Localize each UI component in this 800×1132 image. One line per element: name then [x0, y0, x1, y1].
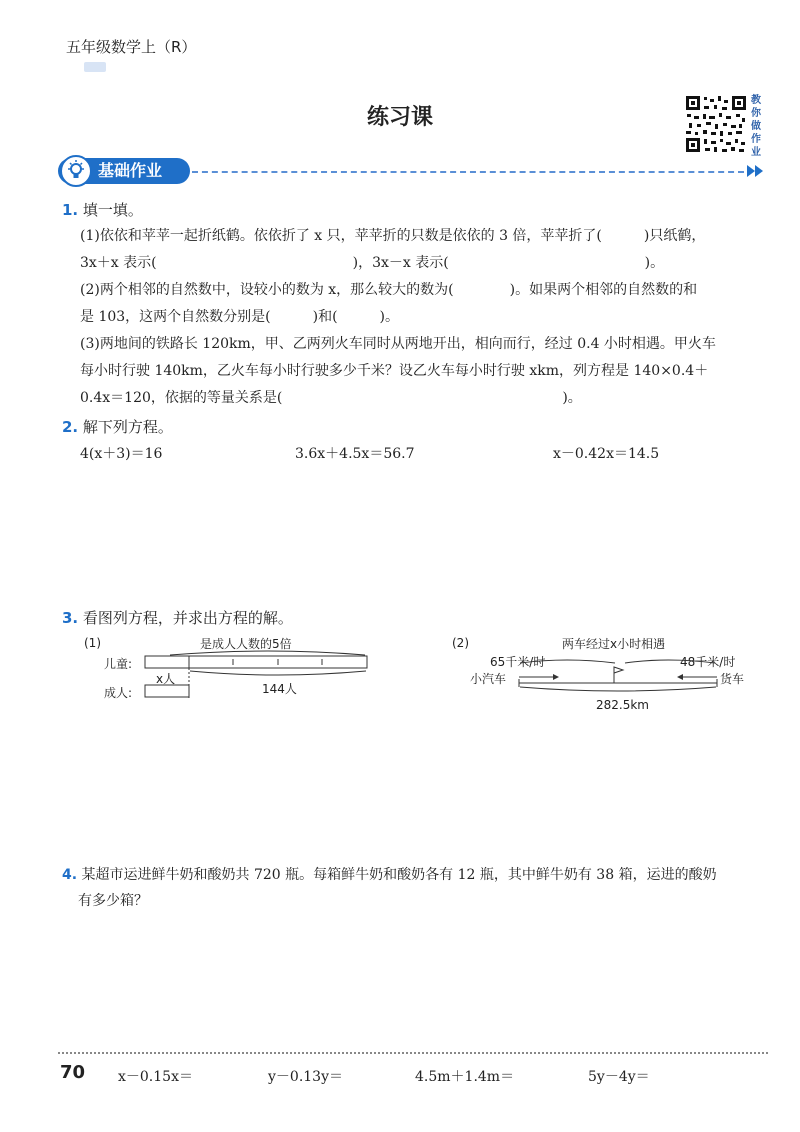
- q1-part2-line2: 是 103，这两个自然数分别是( )和( )。: [80, 309, 400, 325]
- diagram2-distance: 282.5km: [596, 698, 649, 712]
- q1-number: 1.: [62, 201, 79, 219]
- diagram2-segments: [515, 655, 721, 699]
- q2-heading: [62, 416, 173, 437]
- footer-expr-3: 4.5m＋1.4m＝: [415, 1069, 515, 1085]
- q1-title: 填一填。: [82, 201, 143, 219]
- q1-heading: [62, 199, 143, 220]
- q4-number: 4.: [62, 867, 78, 883]
- q1-part2-line1: (2)两个相邻的自然数中，设较小的数为 x，那么较大的数为( )。如果两个相邻的自然数的和: [80, 282, 698, 298]
- diagram1-label: (1): [84, 636, 101, 650]
- q3-number: 3.: [62, 609, 79, 627]
- footer-expr-1: x－0.15x＝: [118, 1069, 193, 1085]
- q1-part3-line3: 0.4x＝120，依据的等量关系是( )。: [80, 390, 582, 406]
- page-number: 70: [60, 1062, 86, 1083]
- q2-title: 解下列方程。: [82, 418, 173, 436]
- diagram1-diff-label: 144人: [262, 682, 297, 696]
- diagram2-left-vehicle: 小汽车: [470, 672, 507, 686]
- q2-equation-3: x－0.42x＝14.5: [553, 446, 660, 462]
- section-divider: [192, 171, 744, 173]
- diagram2-right-speed: 48千米/时: [680, 655, 736, 669]
- diagram2-left-speed: 65千米/时: [490, 655, 546, 669]
- book-title: 五年级数学上（R）: [66, 38, 197, 56]
- section-label: 基础作业: [98, 161, 163, 180]
- q2-equation-2: 3.6x＋4.5x＝56.7: [295, 446, 415, 462]
- q4-line2: 有多少箱？: [78, 893, 148, 909]
- footer-expr-4: 5y－4y＝: [588, 1069, 650, 1085]
- diagram1-row-adults: 成人:: [104, 686, 133, 700]
- diagram2-label: (2): [452, 636, 469, 650]
- footer-expr-2: y－0.13y＝: [268, 1069, 343, 1085]
- footer-divider: [58, 1052, 768, 1054]
- q1-part1-line1: (1)依依和苹苹一起折纸鹤。依依折了 x 只，苹苹折的只数是依依的 3 倍，苹苹折了( )只纸鹤，: [80, 228, 706, 244]
- diagram1-row-children: 儿童:: [104, 657, 133, 671]
- qr-caption: 教 你 做 作 业: [751, 95, 761, 158]
- diagram2-right-vehicle: 货车: [720, 672, 745, 686]
- q4-line1: [62, 864, 717, 884]
- diagram1-x-label: x人: [156, 672, 176, 686]
- q1-part3-line2: 每小时行驶 140km，乙火车每小时行驶多少千米？设乙火车每小时行驶 xkm，列方程是 140×0.4＋: [80, 363, 709, 379]
- q2-number: 2.: [62, 418, 79, 436]
- double-arrow-icon: [747, 163, 767, 179]
- q2-equation-1: 4(x＋3)＝16: [80, 446, 163, 462]
- q1-part1-line2: 3x＋x 表示( )，3x－x 表示( )。: [80, 255, 665, 271]
- diagram1-top-note: 是成人人数的5倍: [200, 637, 292, 651]
- diagram2-top-note: 两车经过x小时相遇: [562, 637, 666, 651]
- qr-code-icon[interactable]: [684, 94, 748, 154]
- page-title: 练习课: [366, 105, 433, 130]
- q1-part3-line1: (3)两地间的铁路长 120km，甲、乙两列火车同时从两地开出，相向而行，经过 0.4 小时相遇。甲火车: [80, 336, 716, 352]
- q4-text-1: 某超市运进鲜牛奶和酸奶共 720 瓶。每箱鲜牛奶和酸奶各有 12 瓶，其中鲜牛奶有 38 箱，运进的酸奶: [81, 867, 717, 883]
- q3-heading: [62, 607, 293, 628]
- lightbulb-icon: [60, 155, 92, 187]
- q3-title: 看图列方程，并求出方程的解。: [82, 609, 293, 627]
- publisher-mark: [84, 62, 106, 72]
- diagram1-segments: [140, 645, 372, 705]
